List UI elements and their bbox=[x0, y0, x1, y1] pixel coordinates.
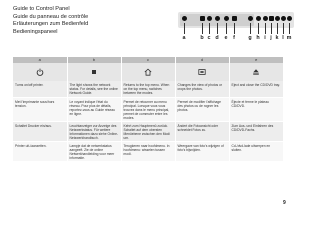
table-row-french bbox=[13, 98, 283, 122]
callout-line bbox=[184, 23, 185, 34]
home-icon bbox=[144, 68, 152, 76]
table-cell: Zum Aus- und Einfahren des CD/DVD-Fachs. bbox=[229, 122, 283, 142]
table-cell: Weergave van foto's wijzigen of foto's bijsnijden. bbox=[175, 142, 229, 162]
table-cell: Changes the view of photos or crops the photos. bbox=[175, 81, 229, 98]
eject-button-marker bbox=[224, 16, 229, 21]
network-icon bbox=[90, 68, 98, 76]
callout-line bbox=[277, 23, 278, 34]
icon-cell bbox=[67, 63, 121, 81]
column-header-d: d bbox=[175, 57, 229, 63]
callout-line bbox=[265, 23, 266, 34]
panel-letter-m: m bbox=[286, 35, 292, 41]
callout-line bbox=[258, 23, 259, 34]
control-panel-illustration bbox=[142, 6, 300, 44]
power-icon bbox=[36, 68, 44, 76]
icon-cell bbox=[13, 63, 67, 81]
panel-letter-e: e bbox=[224, 35, 228, 41]
eject-icon bbox=[252, 68, 260, 76]
button-l-marker bbox=[281, 16, 286, 21]
panel-letter-i: i bbox=[264, 35, 266, 41]
callout-line bbox=[202, 23, 203, 34]
power-button-marker bbox=[182, 16, 187, 21]
table-cell: Permet de modifier l'affichage des photos ou de rogner les photos. bbox=[175, 98, 229, 122]
home-button-marker bbox=[207, 16, 212, 21]
table-cell: Turns on/off printer. bbox=[13, 81, 67, 98]
callout-line bbox=[283, 23, 284, 34]
table-cell: Ändert die Fotoansicht oder schneidet Fotos zu. bbox=[175, 122, 229, 142]
table-cell: The light shows the network status. For details, see the online Network Guide. bbox=[67, 81, 121, 98]
button-h-marker bbox=[256, 16, 261, 21]
button-j-marker bbox=[269, 16, 274, 21]
button-g-marker bbox=[248, 16, 253, 21]
title-en: Guide to Control Panel bbox=[13, 6, 70, 12]
table-cell: Printer uit-/aanzetten. bbox=[13, 142, 67, 162]
table-icon-row bbox=[13, 63, 283, 81]
title-fr: Guide du panneau de contrôle bbox=[13, 13, 89, 20]
panel-letter-b: b bbox=[200, 35, 204, 41]
display-button-marker bbox=[215, 16, 220, 21]
title-de: Erläuterungen zum Bedienfeld bbox=[13, 21, 89, 28]
button-k-marker bbox=[275, 16, 280, 21]
display-icon bbox=[198, 68, 206, 76]
table-cell: Terugkeren naar hoofdmenu. In hoofdmenu: wisselen tussen modi. bbox=[121, 142, 175, 162]
callout-line bbox=[234, 23, 235, 34]
control-panel-table bbox=[13, 57, 283, 162]
panel-letter-h: h bbox=[256, 35, 260, 41]
table-cell: Éjecte et ferme le plateau CD/DVD. bbox=[229, 98, 283, 122]
icon-cell bbox=[229, 63, 283, 81]
page-number: 9 bbox=[283, 200, 286, 206]
table-cell: Lampje dat de netwerkstatus aangeeft. Zie de online Netwerkhandleiding voor meer informatie. bbox=[67, 142, 121, 162]
table-row-dutch bbox=[13, 142, 283, 162]
panel-letter-g: g bbox=[248, 35, 252, 41]
panel-letter-d: d bbox=[215, 35, 219, 41]
icon-cell bbox=[121, 63, 175, 81]
icon-cell bbox=[175, 63, 229, 81]
panel-letter-a: a bbox=[182, 35, 186, 41]
button-m-marker bbox=[287, 16, 292, 21]
panel-letter-f: f bbox=[233, 35, 235, 41]
table-cell: Eject and close the CD/DVD tray. bbox=[229, 81, 283, 98]
button-i-marker bbox=[263, 16, 268, 21]
table-cell: Cd-/dvd-lade uitwerpen en sluiten. bbox=[229, 142, 283, 162]
page-titles bbox=[13, 6, 88, 36]
callout-line bbox=[289, 23, 290, 34]
button-f-marker bbox=[232, 16, 237, 21]
table-cell: Leuchtanzeiger zur Anzeige des Netzwerkstatus. Für weitere Informationen dazu siehe Online-Netzwerkhandbuch. bbox=[67, 122, 121, 142]
callout-line bbox=[209, 23, 210, 34]
table-cell: Permet de retourner au menu principal. Lorsque vous vous trouvez dans le menu principal, permet de commuter entre les modes. bbox=[121, 98, 175, 122]
panel-letter-j: j bbox=[270, 35, 272, 41]
table-cell: Kehrt zum Hauptmenü zurück. Schaltet auf dem obersten Menüebene zwischen den Modi um. bbox=[121, 122, 175, 142]
column-header-e: e bbox=[229, 57, 283, 63]
panel-letter-k: k bbox=[275, 35, 279, 41]
column-header-b: b bbox=[67, 57, 121, 63]
table-cell: Met l'imprimante sous/hors tension. bbox=[13, 98, 67, 122]
panel-letter-l: l bbox=[282, 35, 284, 41]
callout-line bbox=[217, 23, 218, 34]
callout-line bbox=[250, 23, 251, 34]
title-nl: Bedieningspaneel bbox=[13, 28, 58, 35]
table-cell: Schaltet Drucker ein/aus. bbox=[13, 122, 67, 142]
table-row-english bbox=[13, 81, 283, 98]
column-header-a: a bbox=[13, 57, 67, 63]
table-cell: Returns to the top menu. When on the top menu, switches between the modes. bbox=[121, 81, 175, 98]
panel-letter-c: c bbox=[207, 35, 211, 41]
table-cell: Le voyant indique l'état du réseau. Pour plus de détails, reportez-vous au Guide réseau en ligne. bbox=[67, 98, 121, 122]
callout-line bbox=[226, 23, 227, 34]
network-light-marker bbox=[200, 16, 205, 21]
table-row-german bbox=[13, 122, 283, 142]
column-header-c: c bbox=[121, 57, 175, 63]
callout-line bbox=[271, 23, 272, 34]
